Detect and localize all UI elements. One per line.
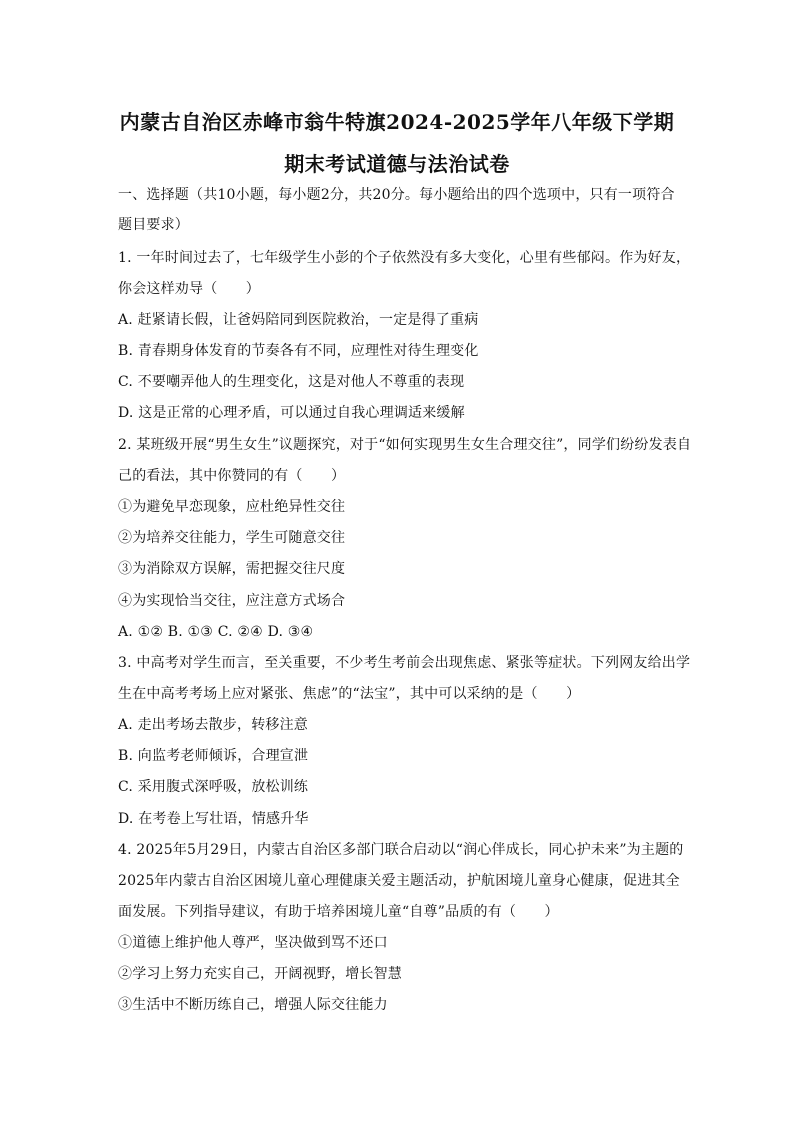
question-1-stem: 1. 一年时间过去了，七年级学生小彭的个子依然没有多大变化，心里有些郁闷。作为好友， <box>118 250 691 266</box>
question-2-statement-3: ③为消除双方误解，需把握交往尺度 <box>118 561 346 577</box>
question-2-statement-4: ④为实现恰当交往，应注意方式场合 <box>118 593 346 609</box>
question-4-statement-2: ②学习上努力充实自己，开阔视野，增长智慧 <box>118 966 402 982</box>
question-3-option-c: C. 采用腹式深呼吸，放松训练 <box>118 779 309 795</box>
question-4-stem-continued-2: 面发展。下列指导建议，有助于培养困境儿童“自尊”品质的有（ ） <box>118 904 559 920</box>
exam-title-line-1: 内蒙古自治区赤峰市翁牛特旗2024-2025学年八年级下学期 <box>119 110 675 134</box>
question-2-stem: 2. 某班级开展“男生女生”议题探究，对于“如何实现男生女生合理交往”，同学们纷纷发表自 <box>118 437 692 453</box>
question-1-option-b: B. 青春期身体发育的节奏各有不同，应理性对待生理变化 <box>118 343 479 359</box>
question-1-option-a: A. 赶紧请长假，让爸妈陪同到医院救治，一定是得了重病 <box>118 312 479 328</box>
question-3-option-a: A. 走出考场去散步，转移注意 <box>118 717 309 733</box>
question-3-stem: 3. 中高考对学生而言，至关重要，不少考生考前会出现焦虑、紧张等症状。下列网友给出学 <box>118 655 691 671</box>
question-1-option-c: C. 不要嘲弄他人的生理变化，这是对他人不尊重的表现 <box>118 374 465 390</box>
question-3-option-b: B. 向监考老师倾诉，合理宣泄 <box>118 748 309 764</box>
question-3-option-d: D. 在考卷上写壮语，情感升华 <box>118 811 309 827</box>
question-4-statement-1: ①道德上维护他人尊严，坚决做到骂不还口 <box>118 935 388 951</box>
exam-title-line-2: 期末考试道德与法治试卷 <box>284 152 510 176</box>
question-4-stem: 4. 2025年5月29日，内蒙古自治区多部门联合启动以“润心伴成长，同心护未来”为主题的 <box>118 842 684 858</box>
question-4-statement-3: ③生活中不断历练自己，增强人际交往能力 <box>118 997 388 1013</box>
question-2-options: A. ①② B. ①③ C. ②④ D. ③④ <box>118 624 314 640</box>
question-2-statement-2: ②为培养交往能力，学生可随意交往 <box>118 530 346 546</box>
section-heading-continued: 题目要求） <box>118 217 189 233</box>
question-1-option-d: D. 这是正常的心理矛盾，可以通过自我心理调适来缓解 <box>118 405 465 421</box>
question-1-stem-continued: 你会这样劝导（ ） <box>118 281 260 297</box>
question-3-stem-continued: 生在中高考考场上应对紧张、焦虑”的“法宝”，其中可以采纳的是（ ） <box>118 686 581 702</box>
question-2-stem-continued: 己的看法，其中你赞同的有（ ） <box>118 468 346 484</box>
question-2-statement-1: ①为避免早恋现象，应杜绝异性交往 <box>118 499 346 515</box>
section-heading: 一、选择题（共10小题，每小题2分，共20分。每小题给出的四个选项中，只有一项符合 <box>118 187 675 203</box>
question-4-stem-continued: 2025年内蒙古自治区困境儿童心理健康关爱主题活动，护航困境儿童身心健康，促进其全 <box>118 873 680 889</box>
